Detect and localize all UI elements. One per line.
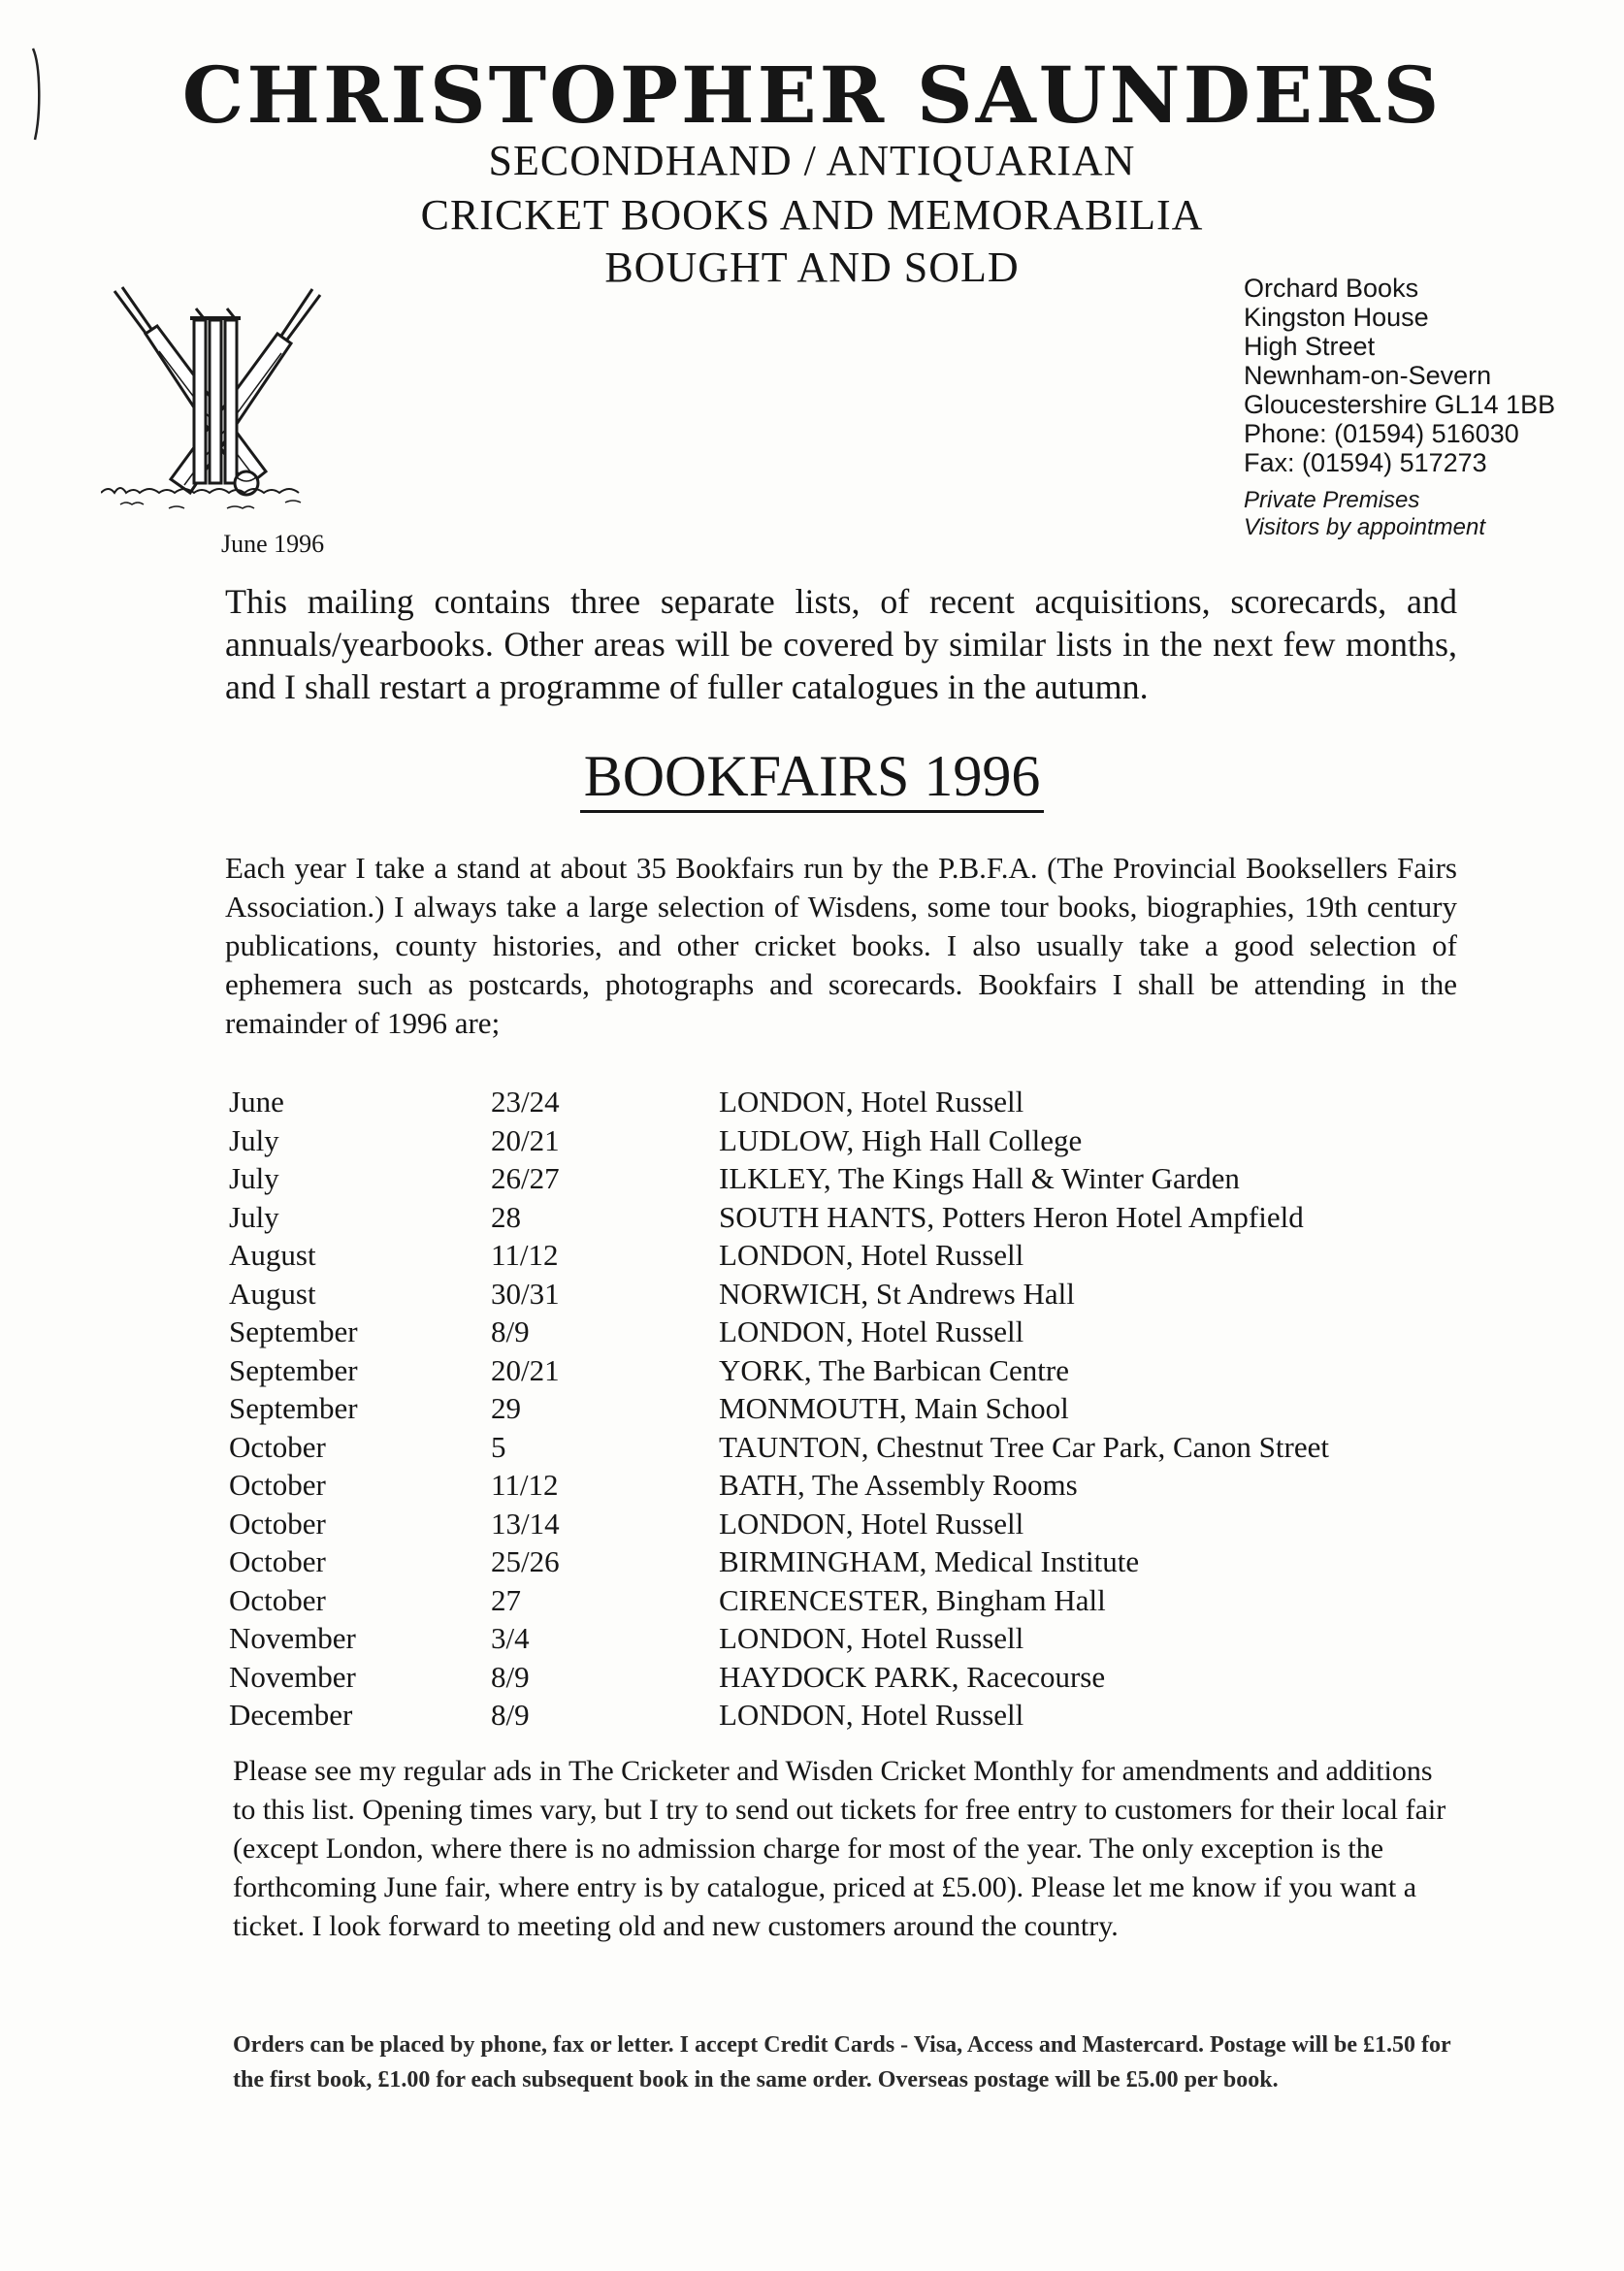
fair-days: 28 bbox=[491, 1199, 521, 1234]
fair-venue: LONDON, Hotel Russell bbox=[719, 1314, 1024, 1348]
fair-month: July bbox=[229, 1199, 279, 1234]
bookfairs-heading bbox=[0, 744, 1624, 808]
fair-days: 8/9 bbox=[491, 1659, 530, 1694]
fair-venue: ILKLEY, The Kings Hall & Winter Garden bbox=[719, 1161, 1240, 1195]
address-block bbox=[1244, 274, 1555, 477]
fair-days: 11/12 bbox=[491, 1238, 559, 1272]
address-line: Gloucestershire GL14 1BB bbox=[1244, 390, 1556, 419]
phone-number: Phone: (01594) 516030 bbox=[1244, 419, 1519, 448]
fair-venue: CIRENCESTER, Bingham Hall bbox=[719, 1582, 1106, 1617]
fair-month: October bbox=[229, 1429, 326, 1464]
fair-month: August bbox=[229, 1238, 316, 1272]
fair-days: 26/27 bbox=[491, 1161, 560, 1195]
fair-venue: LONDON, Hotel Russell bbox=[719, 1506, 1024, 1541]
fair-days: 11/12 bbox=[491, 1468, 559, 1502]
fair-month: September bbox=[229, 1391, 358, 1425]
fair-venue: LONDON, Hotel Russell bbox=[719, 1238, 1024, 1272]
crossed-bats-logo-icon bbox=[101, 279, 326, 512]
fair-month: September bbox=[229, 1314, 358, 1348]
bookfairs-heading-text: BOOKFAIRS 1996 bbox=[580, 744, 1045, 813]
fair-days: 20/21 bbox=[491, 1352, 560, 1387]
business-name: CHRISTOPHER SAUNDERS bbox=[181, 49, 1443, 141]
address-line: Newnham-on-Severn bbox=[1244, 361, 1492, 390]
fair-month: November bbox=[229, 1621, 356, 1655]
fair-venue: HAYDOCK PARK, Racecourse bbox=[719, 1659, 1106, 1694]
fair-venue: BATH, The Assembly Rooms bbox=[719, 1468, 1078, 1502]
fair-month: November bbox=[229, 1659, 356, 1694]
address-line: High Street bbox=[1244, 332, 1376, 361]
fair-days: 29 bbox=[491, 1391, 521, 1425]
fair-month: October bbox=[229, 1544, 326, 1578]
fair-venue: LONDON, Hotel Russell bbox=[719, 1085, 1024, 1119]
fair-month: June bbox=[229, 1085, 284, 1119]
fair-month: October bbox=[229, 1468, 326, 1502]
premises-line: Private Premises bbox=[1244, 487, 1420, 513]
fair-days: 8/9 bbox=[491, 1698, 530, 1732]
fax-number: Fax: (01594) 517273 bbox=[1244, 448, 1487, 477]
fair-month: September bbox=[229, 1352, 358, 1387]
header-subtitle-1: SECONDHAND / ANTIQUARIAN bbox=[488, 137, 1136, 184]
fair-venue: SOUTH HANTS, Potters Heron Hotel Ampfield bbox=[719, 1199, 1304, 1234]
fair-month: December bbox=[229, 1698, 353, 1732]
fair-venue: YORK, The Barbican Centre bbox=[719, 1352, 1069, 1387]
fair-month: August bbox=[229, 1276, 316, 1311]
fair-days: 25/26 bbox=[491, 1544, 560, 1578]
fair-days: 8/9 bbox=[491, 1314, 530, 1348]
fair-days: 27 bbox=[491, 1582, 521, 1617]
fair-days: 5 bbox=[491, 1429, 506, 1464]
header-subtitle-2: CRICKET BOOKS AND MEMORABILIA bbox=[420, 191, 1204, 239]
fair-month: October bbox=[229, 1582, 326, 1617]
fair-days: 23/24 bbox=[491, 1085, 560, 1119]
intro-paragraph: This mailing contains three separate lists, of recent acquisitions, scorecards, and annuals/yearbooks. Other areas will be covered by similar lists in the next few months, and I shall restart a programme of fuller catalogues in the autumn. bbox=[225, 582, 1457, 706]
fair-month: October bbox=[229, 1506, 326, 1541]
bookfairs-notes-paragraph: Please see my regular ads in The Cricketer and Wisden Cricket Monthly for amendments and additions to this list. Opening times vary, but I try to send out tickets for free entry to customers for their local fair (except London, where there is no admission charge for most of the year. The only exception is the forthcoming June fair, where entry is by catalogue, priced at £5.00). Please let me know if you want a ticket. I look forward to meeting old and new customers around the country. bbox=[233, 1755, 1446, 1942]
fair-venue: LUDLOW, High Hall College bbox=[719, 1122, 1083, 1157]
address-line: Kingston House bbox=[1244, 303, 1429, 332]
letter-date: June 1996 bbox=[221, 530, 325, 558]
premises-line: Visitors by appointment bbox=[1244, 514, 1486, 540]
fair-venue: MONMOUTH, Main School bbox=[719, 1391, 1069, 1425]
ordering-terms: Orders can be placed by phone, fax or letter. I accept Credit Cards - Visa, Access and Mastercard. Postage will be £1.50 for the first book, £1.00 for each subsequent book in the same order. Overseas postage will be £5.00 per book. bbox=[233, 2032, 1451, 2093]
fair-month: July bbox=[229, 1161, 279, 1195]
fair-days: 13/14 bbox=[491, 1506, 560, 1541]
address-line: Orchard Books bbox=[1244, 274, 1419, 303]
fair-month: July bbox=[229, 1122, 279, 1157]
fair-days: 3/4 bbox=[491, 1621, 530, 1655]
fair-venue: LONDON, Hotel Russell bbox=[719, 1698, 1024, 1732]
fair-venue: NORWICH, St Andrews Hall bbox=[719, 1276, 1075, 1311]
premises-note bbox=[1244, 487, 1485, 541]
fair-days: 20/21 bbox=[491, 1122, 560, 1157]
bookfairs-intro-paragraph: Each year I take a stand at about 35 Bookfairs run by the P.B.F.A. (The Provincial Booksellers Fairs Association.) I always take a large selection of Wisdens, some tour books, biographies, 19th century publications, county histories, and other cricket books. I also usually take a good selection of ephemera such as postcards, photographs and scorecards. Bookfairs I shall be attending in the remainder of 1996 are; bbox=[225, 851, 1457, 1040]
fair-venue: LONDON, Hotel Russell bbox=[719, 1621, 1024, 1655]
header-subtitle-3: BOUGHT AND SOLD bbox=[604, 243, 1020, 291]
fair-days: 30/31 bbox=[491, 1276, 560, 1311]
fair-venue: TAUNTON, Chestnut Tree Car Park, Canon Street bbox=[719, 1429, 1329, 1464]
fair-venue: BIRMINGHAM, Medical Institute bbox=[719, 1544, 1140, 1578]
